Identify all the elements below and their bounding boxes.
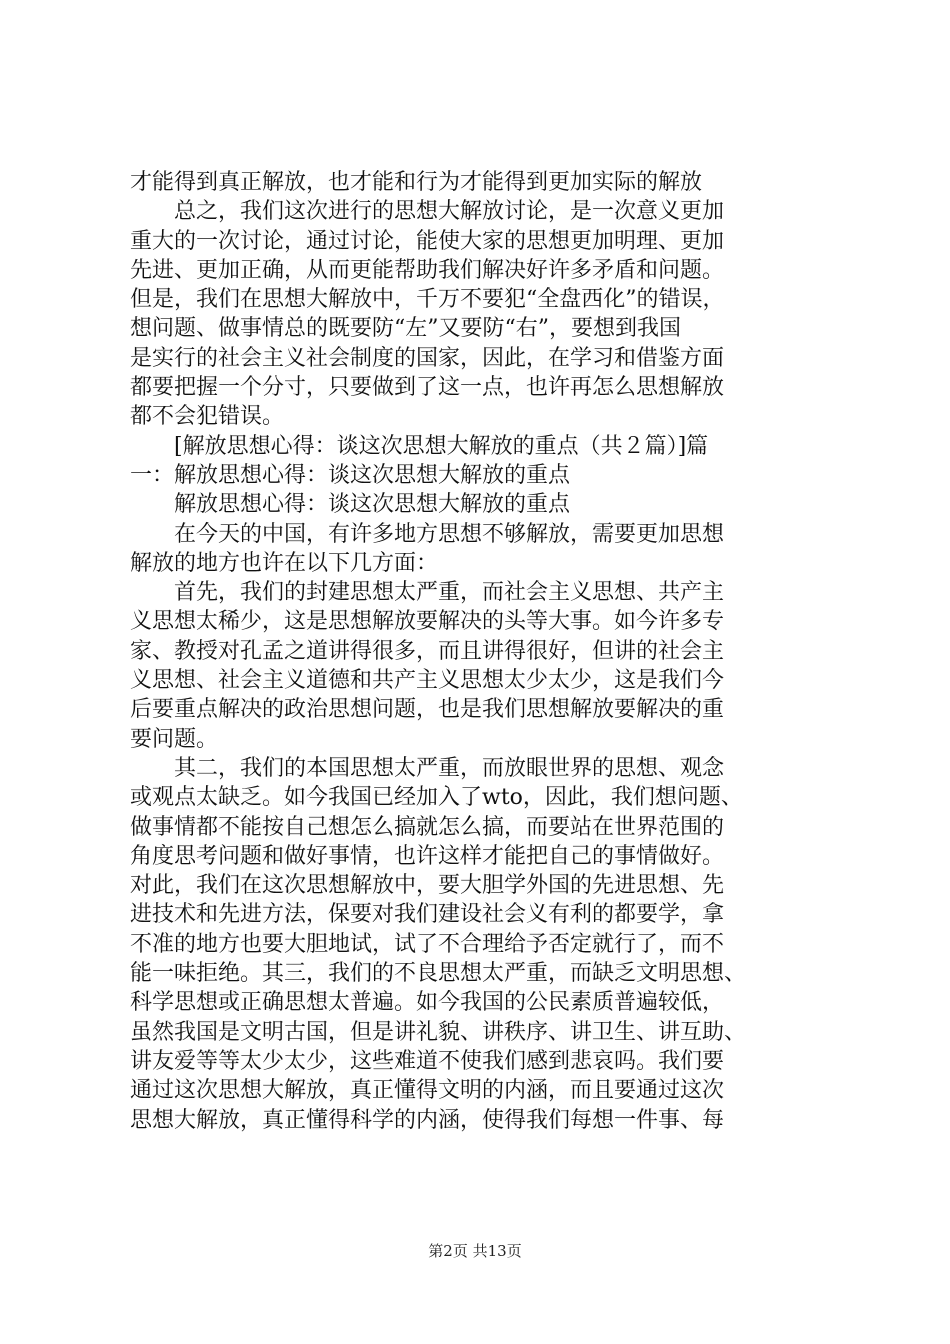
text-line: 是实行的社会主义社会制度的国家，因此，在学习和借鉴方面 xyxy=(130,345,725,371)
text-line: 总之，我们这次进行的思想大解放讨论，是一次意义更加 xyxy=(174,199,725,225)
text-line: 对此，我们在这次思想解放中，要大胆学外国的先进思想、先 xyxy=(130,873,725,899)
section-heading-line: 一：解放思想心得：谈这次思想大解放的重点 xyxy=(130,462,571,488)
text-line: 才能得到真正解放，也才能和行为才能得到更加实际的解放 xyxy=(130,170,703,195)
text-line: 不准的地方也要大胆地试，试了不合理给予否定就行了，而不 xyxy=(130,931,725,957)
text-line: 要问题。 xyxy=(130,726,219,752)
text-line: 家、教授对孔孟之道讲得很多，而且讲得很好，但讲的社会主 xyxy=(130,638,725,664)
section-heading-line: [解放思想心得：谈这次思想大解放的重点（共２篇）]篇 xyxy=(174,433,709,459)
text-line: 想问题、做事情总的既要防“左”又要防“右”，要想到我国 xyxy=(130,316,681,342)
text-line: 义思想、社会主义道德和共产主义思想太少太少，这是我们今 xyxy=(130,668,725,694)
text-line: 做事情都不能按自己想怎么搞就怎么搞，而要站在世界范围的 xyxy=(130,814,725,840)
text-line: 通过这次思想大解放，真正懂得文明的内涵，而且要通过这次 xyxy=(130,1078,725,1104)
text-line: 讲友爱等等太少太少，这些难道不使我们感到悲哀吗。我们要 xyxy=(130,1048,725,1074)
text-line: 能一味拒绝。其三，我们的不良思想太严重，而缺乏文明思想、 xyxy=(130,961,747,987)
text-line: 先进、更加正确，从而更能帮助我们解决好许多矛盾和问题。 xyxy=(130,257,725,283)
text-line: 角度思考问题和做好事情，也许这样才能把自己的事情做好。 xyxy=(130,843,725,869)
text-line: 或观点太缺乏。如今我国已经加入了wto，因此，我们想问题、 xyxy=(130,785,743,811)
text-line: 义思想太稀少，这是思想解放要解决的头等大事。如今许多专 xyxy=(130,609,725,635)
text-line: 科学思想或正确思想太普遍。如今我国的公民素质普遍较低， xyxy=(130,990,725,1016)
text-line: 虽然我国是文明古国，但是讲礼貌、讲秩序、讲卫生、讲互助、 xyxy=(130,1019,747,1045)
text-line: 解放的地方也许在以下几方面： xyxy=(130,550,439,576)
text-line: 进技术和先进方法，保要对我们建设社会义有利的都要学，拿 xyxy=(130,902,725,928)
section-title: 解放思想心得：谈这次思想大解放的重点 xyxy=(174,492,571,518)
text-line: 首先，我们的封建思想太严重，而社会主义思想、共产主 xyxy=(174,580,725,606)
text-line: 都要把握一个分寸，只要做到了这一点，也许再怎么思想解放 xyxy=(130,375,725,401)
document-body xyxy=(130,168,830,1135)
text-line: 但是，我们在思想大解放中，千万不要犯“全盘西化”的错误， xyxy=(130,287,725,313)
page-footer: 第2页 共13页 xyxy=(428,1242,522,1260)
text-line: 在今天的中国，有许多地方思想不够解放，需要更加思想 xyxy=(174,521,725,547)
text-line: 重大的一次讨论，通过讨论，能使大家的思想更加明理、更加 xyxy=(130,228,725,254)
text-line: 其二，我们的本国思想太严重，而放眼世界的思想、观念 xyxy=(174,755,725,781)
text-line: 后要重点解决的政治思想问题，也是我们思想解放要解决的重 xyxy=(130,697,725,723)
text-line: 思想大解放，真正懂得科学的内涵，使得我们每想一件事、每 xyxy=(130,1107,725,1133)
text-line: 都不会犯错误。 xyxy=(130,404,285,430)
